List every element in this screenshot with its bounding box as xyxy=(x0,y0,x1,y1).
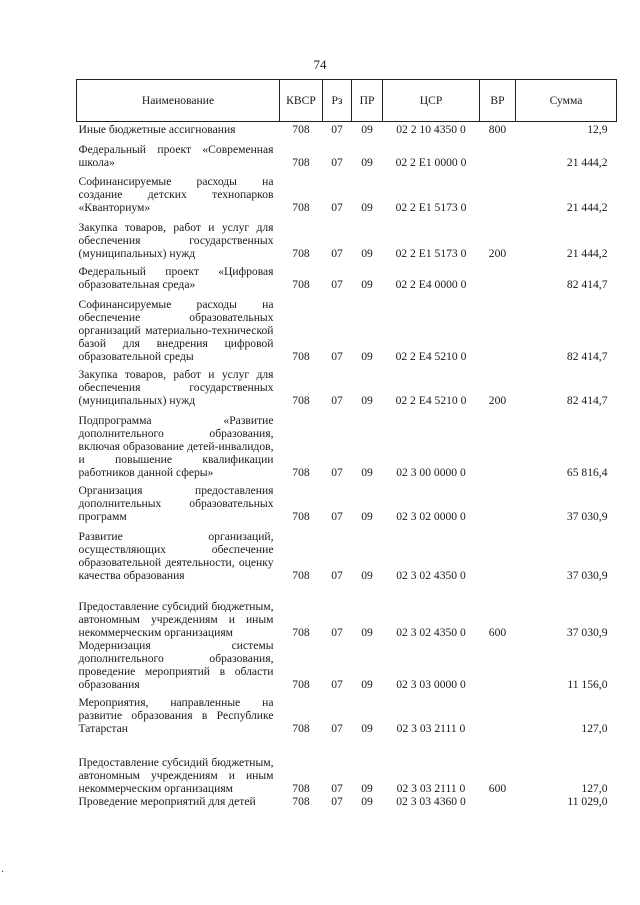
row-pr: 09 xyxy=(361,626,373,639)
row-kvsr: 708 xyxy=(292,510,310,523)
table-row xyxy=(77,795,617,813)
row-kvsr: 708 xyxy=(292,278,310,291)
row-vr: 200 xyxy=(488,247,507,260)
row-sum: 21 444,2 xyxy=(566,247,608,260)
row-name: Проведение мероприятий для детей xyxy=(78,795,256,808)
row-vr xyxy=(480,523,516,582)
row-rz: 07 xyxy=(331,569,343,582)
table-row xyxy=(77,479,617,523)
row-csr: 02 3 03 0000 0 xyxy=(396,678,466,691)
row-vr: 200 xyxy=(488,394,507,407)
row-kvsr: 708 xyxy=(292,678,310,691)
row-pr: 09 xyxy=(361,278,373,291)
row-sum: 82 414,7 xyxy=(566,278,608,291)
row-sum: 127,0 xyxy=(581,722,608,735)
row-vr xyxy=(480,169,516,214)
column-header-csr: ЦСР xyxy=(383,80,480,122)
row-kvsr: 708 xyxy=(292,626,310,639)
row-rz: 07 xyxy=(331,350,343,363)
row-sum: 21 444,2 xyxy=(566,201,608,214)
row-csr: 02 2 E4 5210 0 xyxy=(395,350,467,363)
row-name: Организация предоставления дополнительных образовательных программ xyxy=(78,484,274,523)
page-number: 74 xyxy=(313,57,327,72)
table-row xyxy=(77,363,617,407)
row-name: Федеральный проект «Цифровая образовательная среда» xyxy=(78,265,274,291)
row-kvsr: 708 xyxy=(292,350,310,363)
row-vr xyxy=(480,291,516,363)
table-row xyxy=(77,582,617,639)
row-csr: 02 2 E1 0000 0 xyxy=(395,156,467,169)
row-pr: 09 xyxy=(361,247,373,260)
row-sum: 11 029,0 xyxy=(567,795,608,808)
budget-table xyxy=(76,79,617,813)
row-kvsr: 708 xyxy=(292,201,310,214)
table-row xyxy=(77,407,617,479)
row-kvsr: 708 xyxy=(292,123,310,136)
row-pr: 09 xyxy=(361,795,373,808)
row-rz: 07 xyxy=(331,201,343,214)
row-rz: 07 xyxy=(331,782,343,795)
row-rz: 07 xyxy=(331,247,343,260)
table-row xyxy=(77,691,617,735)
row-name: Федеральный проект «Современная школа» xyxy=(78,143,274,169)
row-vr xyxy=(480,407,516,479)
row-name: Софинансируемые расходы на обеспечение образовательных организаций материально-технической базой для внедрения цифровой образовательной среды xyxy=(78,298,274,363)
row-name: Мероприятия, направленные на развитие образования в Республике Татарстан xyxy=(78,696,274,735)
column-header-name: Наименование xyxy=(77,80,280,122)
row-pr: 09 xyxy=(361,350,373,363)
row-kvsr: 708 xyxy=(292,722,310,735)
margin-dot: · xyxy=(1,867,5,878)
column-header-vr: ВР xyxy=(480,80,516,122)
row-rz: 07 xyxy=(331,466,343,479)
row-rz: 07 xyxy=(331,510,343,523)
row-sum: 37 030,9 xyxy=(566,510,608,523)
row-vr xyxy=(480,260,516,291)
row-pr: 09 xyxy=(361,156,373,169)
row-name: Закупка товаров, работ и услуг для обеспечения государственных (муниципальных) нужд xyxy=(78,221,274,260)
row-pr: 09 xyxy=(361,201,373,214)
row-csr: 02 2 E1 5173 0 xyxy=(395,201,467,214)
row-rz: 07 xyxy=(331,123,343,136)
row-csr: 02 3 03 2111 0 xyxy=(396,722,466,735)
table-row xyxy=(77,523,617,582)
row-name: Предоставление субсидий бюджетным, автономным учреждениям и иным некоммерческим организациям xyxy=(78,756,274,795)
row-sum: 127,0 xyxy=(581,782,608,795)
row-csr: 02 2 10 4350 0 xyxy=(396,123,466,136)
row-name: Закупка товаров, работ и услуг для обеспечения государственных (муниципальных) нужд xyxy=(78,368,274,407)
row-name: Подпрограмма «Развитие дополнительного образования, включая образование детей-инвалидов, и повышение квалификации работников данной сферы» xyxy=(78,414,274,479)
row-pr: 09 xyxy=(361,466,373,479)
row-rz: 07 xyxy=(331,795,343,808)
row-kvsr: 708 xyxy=(292,156,310,169)
row-csr: 02 2 E4 5210 0 xyxy=(395,394,467,407)
row-sum: 37 030,9 xyxy=(566,626,608,639)
column-header-pr: ПР xyxy=(352,80,383,122)
row-vr xyxy=(480,691,516,735)
table-body xyxy=(77,122,617,814)
row-sum: 37 030,9 xyxy=(566,569,608,582)
row-sum: 82 414,7 xyxy=(566,350,608,363)
table-row xyxy=(77,122,617,137)
row-rz: 07 xyxy=(331,678,343,691)
row-csr: 02 3 00 0000 0 xyxy=(396,466,466,479)
row-rz: 07 xyxy=(331,278,343,291)
table-row xyxy=(77,291,617,363)
table-header-row xyxy=(77,80,617,122)
table-row xyxy=(77,639,617,691)
row-rz: 07 xyxy=(331,722,343,735)
row-csr: 02 3 02 4350 0 xyxy=(396,569,466,582)
row-rz: 07 xyxy=(331,394,343,407)
row-kvsr: 708 xyxy=(292,569,310,582)
row-vr xyxy=(480,639,516,691)
row-csr: 02 2 E1 5173 0 xyxy=(395,247,467,260)
row-sum: 12,9 xyxy=(587,123,608,136)
row-name: Модернизация системы дополнительного образования, проведение мероприятий в области образования xyxy=(78,639,274,691)
row-rz: 07 xyxy=(331,626,343,639)
row-kvsr: 708 xyxy=(292,795,310,808)
row-sum: 11 156,0 xyxy=(567,678,608,691)
table-row xyxy=(77,735,617,795)
row-csr: 02 3 02 4350 0 xyxy=(396,626,466,639)
table-row xyxy=(77,260,617,291)
row-vr: 600 xyxy=(488,626,507,639)
row-pr: 09 xyxy=(361,510,373,523)
row-kvsr: 708 xyxy=(292,394,310,407)
row-pr: 09 xyxy=(361,722,373,735)
row-kvsr: 708 xyxy=(292,466,310,479)
row-kvsr: 708 xyxy=(292,782,310,795)
row-vr: 800 xyxy=(488,123,507,136)
column-header-rz: Рз xyxy=(323,80,352,122)
row-vr xyxy=(480,479,516,523)
row-pr: 09 xyxy=(361,678,373,691)
row-name: Иные бюджетные ассигнования xyxy=(78,123,236,136)
row-csr: 02 2 E4 0000 0 xyxy=(395,278,467,291)
row-name: Предоставление субсидий бюджетным, автономным учреждениям и иным некоммерческим организациям xyxy=(78,600,274,639)
row-name: Развитие организаций, осуществляющих обеспечение образовательной деятельности, оценку качества образования xyxy=(78,530,274,582)
row-pr: 09 xyxy=(361,123,373,136)
table-row xyxy=(77,136,617,169)
column-header-sum: Сумма xyxy=(516,80,617,122)
table-row xyxy=(77,214,617,260)
row-csr: 02 3 03 4360 0 xyxy=(396,795,466,808)
row-csr: 02 3 02 0000 0 xyxy=(396,510,466,523)
table-row xyxy=(77,169,617,214)
row-vr xyxy=(480,136,516,169)
row-sum: 65 816,4 xyxy=(566,466,608,479)
row-csr: 02 3 03 2111 0 xyxy=(396,782,466,795)
row-name: Софинансируемые расходы на создание детских технопарков «Кванториум» xyxy=(78,175,274,214)
row-vr xyxy=(480,795,516,813)
row-kvsr: 708 xyxy=(292,247,310,260)
row-rz: 07 xyxy=(331,156,343,169)
row-sum: 82 414,7 xyxy=(566,394,608,407)
column-header-kvsr: КВСР xyxy=(280,80,323,122)
row-sum: 21 444,2 xyxy=(566,156,608,169)
row-pr: 09 xyxy=(361,782,373,795)
row-pr: 09 xyxy=(361,394,373,407)
row-vr: 600 xyxy=(488,782,507,795)
row-pr: 09 xyxy=(361,569,373,582)
